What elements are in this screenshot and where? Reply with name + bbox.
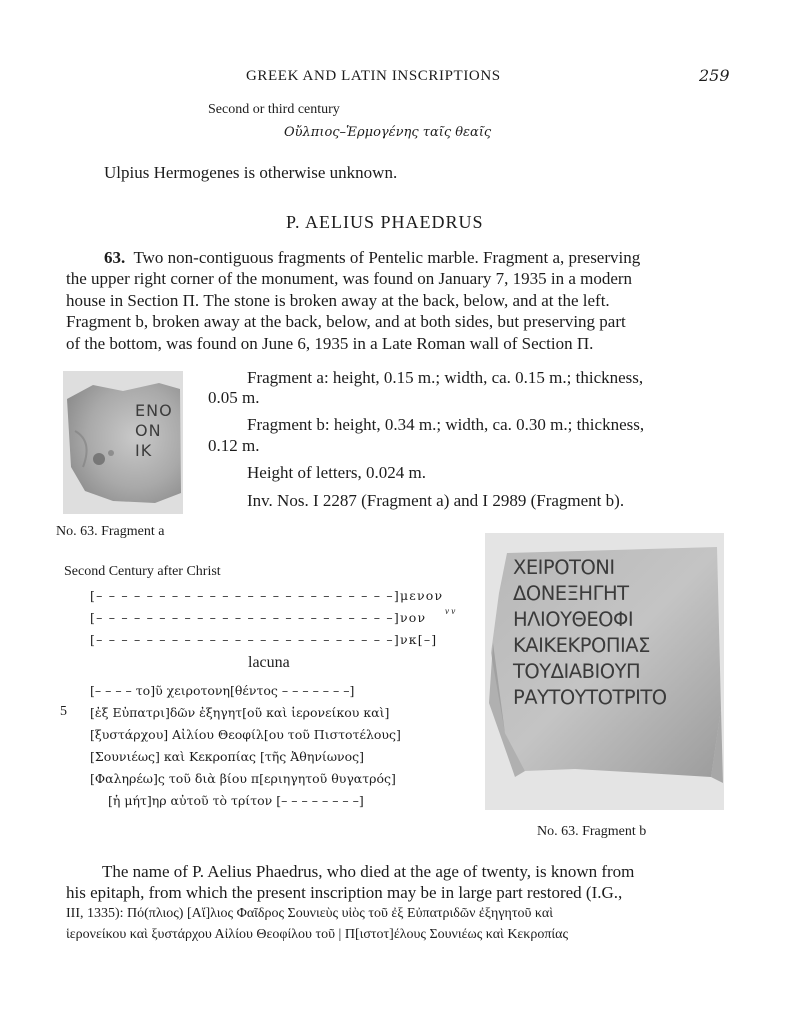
fragment-a-caption: No. 63. Fragment a [56, 524, 165, 539]
section-title: P. AELIUS PHAEDRUS [286, 212, 484, 232]
commentary-line: ἱερονείκου καὶ ξυστάρχου Αἰλίου Θεοφίλου τοῦ | Π[ιστοτ]έλους Σουνιέως καὶ Κεκροπίας [66, 927, 569, 942]
description-line: house in Section Π. The stone is broken away at the back, below, and at the left. [66, 290, 610, 310]
prev-entry-date: Second or third century [208, 102, 340, 117]
inscription-line-2: [– – – – – – – – – – – – – – – – – – – – – – – –]νον [90, 610, 427, 625]
fragment-a-letters: ΟΝ [135, 421, 162, 440]
entry-description [66, 247, 728, 354]
fragment-b-caption: No. 63. Fragment b [537, 824, 647, 839]
description-line: Two non-contiguous fragments of Pentelic marble. Fragment a, preserving [133, 248, 641, 267]
prev-entry-note: Ulpius Hermogenes is otherwise unknown. [104, 163, 398, 182]
measure-frag-a: Fragment a: height, 0.15 m.; width, ca. 0.15 m.; thickness, [247, 368, 644, 387]
fragment-b-letters: ΡΑΥΤΟΥΤΟΤΡΙΤΟ [513, 686, 667, 709]
fragment-b-letters: ΗΛΙΟΥΘΕΟΦΙ [513, 608, 634, 631]
inscription-line-5: [ἐξ Εὐπατρι]δῶν ἐξηγητ[οῦ καὶ ἱερονείκου καὶ] [90, 705, 390, 720]
text-date: Second Century after Christ [64, 564, 221, 579]
fragment-a-letters: ΕΝΟ [135, 401, 173, 420]
running-title: GREEK AND LATIN INSCRIPTIONS [246, 68, 501, 84]
commentary-line: III, 1335): Πό(πλιος) [Αἴ]λιος Φαῖδρος Σουνιεὺς υἱὸς τοῦ ἐξ Εὐπατριδῶν ἐξηγητοῦ καὶ [66, 906, 553, 921]
inscription-line-4: [– – – – το]ῦ χειροτονη[θέντος – – – – – – –] [90, 683, 355, 698]
commentary [66, 861, 728, 945]
fragment-b-letters: ΤΟΥΔΙΑΒΙΟΥΠ [513, 660, 641, 683]
inscription-line-1: [– – – – – – – – – – – – – – – – – – – – – – – –]μενον [90, 588, 444, 603]
inscription-line-8: [Φαληρέω]ς τοῦ διὰ βίου π[εριηγητοῦ θυγατρός] [90, 771, 396, 786]
fragment-b-photo [485, 533, 724, 810]
lacuna-label: lacuna [248, 654, 290, 671]
description-line: of the bottom, was found on June 6, 1935 in a Late Roman wall of Section Π. [66, 333, 594, 353]
inscription-line-6: [ξυστάρχου] Αἰλίου Θεοφίλ[ου τοῦ Πιστοτέλους] [90, 727, 401, 742]
page-number: 259 [699, 66, 730, 85]
measure-frag-a-cont: 0.05 m. [208, 388, 260, 407]
inscription-line-7: [Σουνιέως] καὶ Κεκροπίας [τῆς Ἀθηνίωνος] [90, 749, 365, 764]
inscription-line-3: [– – – – – – – – – – – – – – – – – – – – – – – –]νκ[–] [90, 632, 438, 647]
fragment-a-photo [63, 371, 183, 514]
fragment-a-letters: ΙΚ [135, 441, 153, 460]
inventory-numbers: Inv. Nos. I 2287 (Fragment a) and I 2989 (Fragment b). [247, 491, 625, 510]
fragment-b-letters: ΔΟΝΕΞΗΓΗΤ [513, 582, 629, 605]
measure-frag-b-cont: 0.12 m. [208, 436, 260, 455]
commentary-line: his epitaph, from which the present inscription may be in large part restored (I.G., [66, 883, 623, 902]
commentary-line: The name of P. Aelius Phaedrus, who died at the age of twenty, is known from [102, 862, 635, 881]
letter-height: Height of letters, 0.024 m. [247, 463, 426, 482]
vacat-mark: v v [445, 606, 456, 616]
inscription-line-9: [ἡ μήτ]ηρ αὐτοῦ τὸ τρίτον [– – – – – – – –] [108, 793, 364, 808]
line-number: 5 [60, 704, 67, 719]
prev-entry-inscription: Οὔλπιος–Ἑρμογένης ταῖς θεαῖς [284, 125, 492, 140]
entry-number: 63. [104, 248, 126, 267]
measure-frag-b: Fragment b: height, 0.34 m.; width, ca. 0.30 m.; thickness, [247, 415, 645, 434]
fragment-b-letters: ΧΕΙΡΟΤΟΝΙ [513, 556, 615, 579]
description-line: Fragment b, broken away at the back, below, and at both sides, but preserving part [66, 312, 626, 332]
fragment-b-letters: ΚΑΙΚΕΚΡΟΠΙΑΣ [513, 634, 650, 657]
description-line: the upper right corner of the monument, was found on January 7, 1935 in a modern [66, 269, 633, 289]
